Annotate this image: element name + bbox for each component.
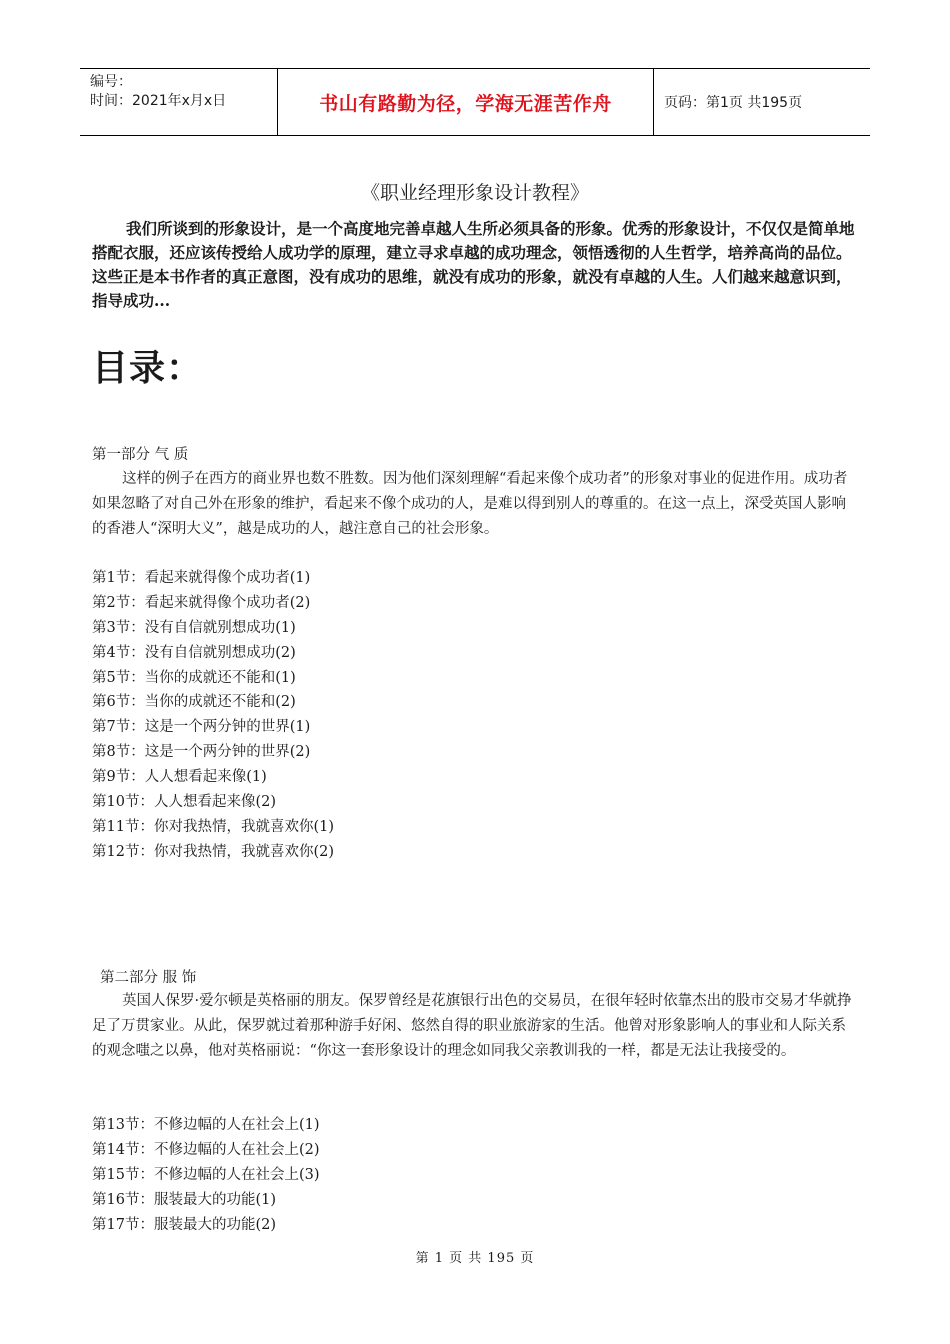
header-table [80,68,870,136]
chapter-item: 第2节：看起来就得像个成功者(2) [92,594,311,611]
part-1-description: 这样的例子在西方的商业界也数不胜数。因为他们深刻理解“看起来像个成功者”的形象对事业的促进作用。成功者如果忽略了对自己外在形象的维护，看起来不像个成功的人，是难以得到别人的尊重的。在这一点上，深受英国人影响的香港人“深明大义”，越是成功的人，越注意自己的社会形象。 [92,471,848,537]
toc-heading: 目录： [92,348,204,389]
chapter-item: 第1节：看起来就得像个成功者(1) [92,570,311,586]
chapter-item: 第6节：当你的成就还不能和(2) [92,694,296,711]
chapter-item: 第16节：服装最大的功能(1) [92,1191,276,1208]
chapter-item: 第7节：这是一个两分钟的世界(1) [92,719,311,736]
chapter-item: 第8节：这是一个两分钟的世界(2) [92,744,311,761]
chapter-item: 第13节：不修边幅的人在社会上(1) [92,1117,320,1133]
header-meta-cell [80,69,278,135]
chapter-item: 第4节：没有自信就别想成功(2) [92,644,296,661]
chapter-item: 第5节：当你的成就还不能和(1) [92,669,296,686]
chapter-item: 第15节：不修边幅的人在社会上(3) [92,1166,320,1183]
part-2-description: 英国人保罗·爱尔顿是英格丽的朋友。保罗曾经是花旗银行出色的交易员，在很年轻时依靠杰出的股市交易才华就挣足了万贯家业。从此，保罗就过着那种游手好闲、悠然自得的职业旅游家的生活。他曾对形象影响人的事业和人际关系的观念嗤之以鼻，他对英格丽说：“你这一套形象设计的理念如同我父亲教训我的一样，都是无法让我接受的。 [92,993,852,1059]
document-number-label: 编号： [90,74,132,90]
document-title: 《职业经理形象设计教程》 [360,182,589,204]
intro-paragraph: 我们所谈到的形象设计，是一个高度地完善卓越人生所必须具备的形象。优秀的形象设计，不仅仅是简单地搭配衣服，还应该传授给人成功学的原理，建立寻求卓越的成功理念，领悟透彻的人生哲学，培养高尚的品位。这些正是本书作者的真正意图，没有成功的思维，就没有成功的形象，就没有卓越的人生。人们越来越意识到，指导成功... [92,219,855,310]
part-1-title: 第一部分 气 质 [92,447,189,463]
chapter-item: 第12节：你对我热情，我就喜欢你(2) [92,843,334,860]
chapter-item: 第17节：服装最大的功能(2) [92,1216,276,1233]
chapter-item: 第10节：人人想看起来像(2) [92,794,276,811]
header-page-cell [654,69,870,135]
chapter-item: 第3节：没有自信就别想成功(1) [92,619,296,636]
document-date: 时间：2021年x月x日 [90,93,227,109]
chapter-item: 第14节：不修边幅的人在社会上(2) [92,1141,320,1158]
part-2-title: 第二部分 服 饰 [100,970,197,986]
chapter-item: 第9节：人人想看起来像(1) [92,769,267,786]
header-motto: 书山有路勤为径，学海无涯苦作舟 [319,92,612,115]
header-motto-cell [278,69,654,135]
part-2-chapter-list [92,1113,320,1237]
header-page-number: 页码：第1页 共195页 [664,95,803,111]
page-footer: 第 1 页 共 195 页 [415,1251,535,1266]
part-1-chapter-list [92,566,334,865]
chapter-item: 第11节：你对我热情，我就喜欢你(1) [92,818,334,835]
